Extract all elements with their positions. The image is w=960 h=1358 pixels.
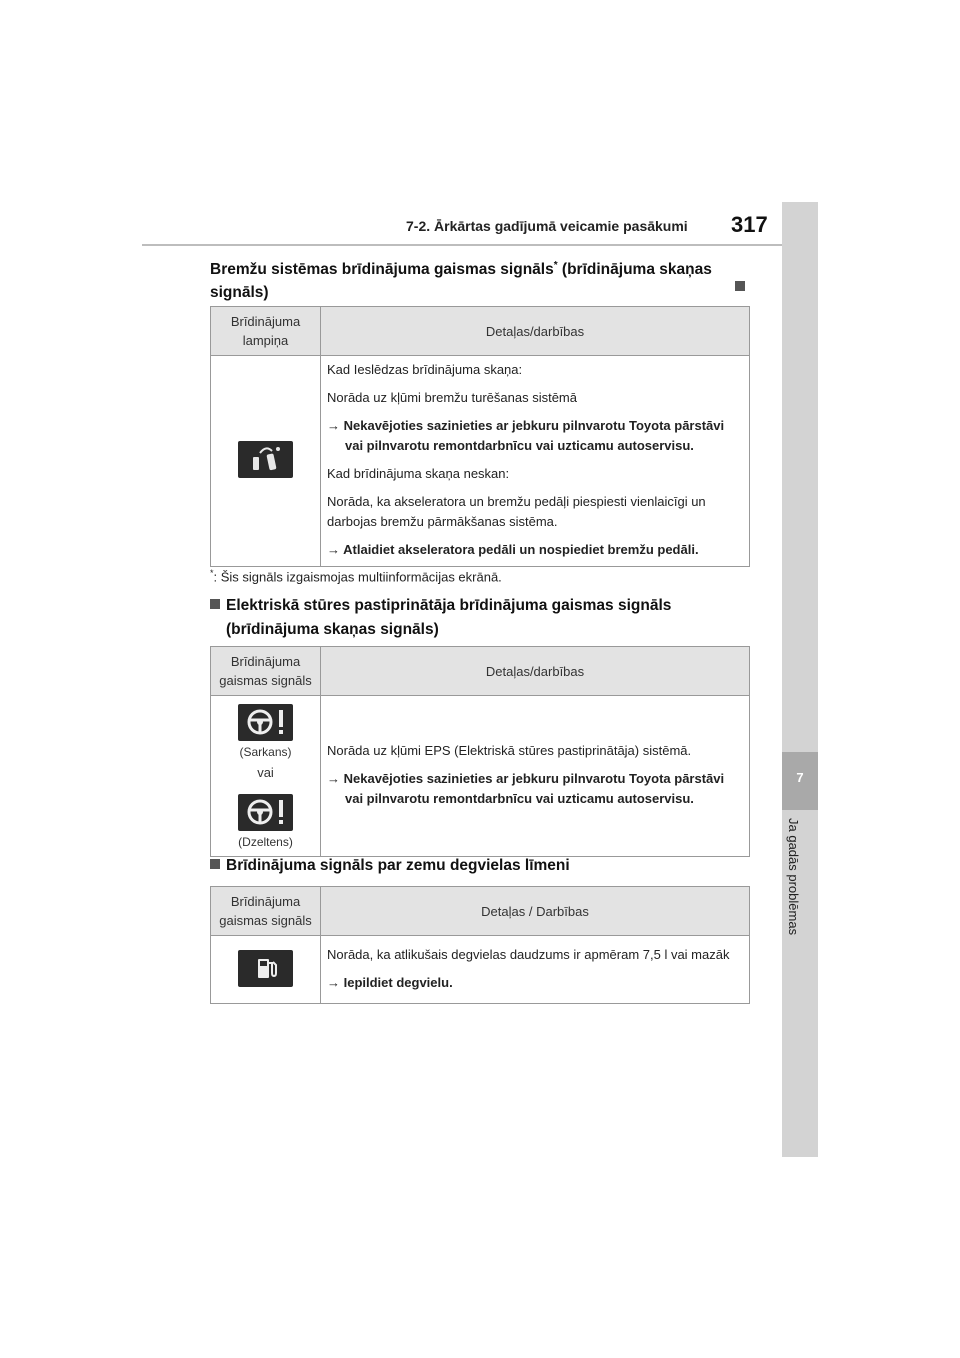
side-tab — [782, 202, 818, 1157]
table3-details — [321, 936, 750, 1004]
side-tab-label: Ja gadās problēmas — [786, 818, 801, 936]
table1-header-lamp: Brīdinājuma lampiņa — [211, 307, 321, 356]
action-line: → Atlaidiet akseleratora pedāli un nospiediet bremžu pedāli. — [327, 542, 699, 557]
steering-warning-red-icon — [238, 704, 293, 741]
eps-warning-icon-cell — [211, 696, 321, 857]
page-number: 317 — [731, 212, 768, 237]
action-line: → Iepildiet degvielu. — [327, 974, 453, 990]
table2-header-details: Detaļas/darbības — [321, 647, 750, 696]
brake-override-warning-icon — [238, 441, 293, 478]
table3-header-details: Detaļas / Darbības — [321, 887, 750, 936]
detail-line: Kad brīdinājuma skaņa neskan: — [327, 466, 510, 481]
side-tab-chapter: 7 — [796, 770, 804, 785]
section1-title-pre: Bremžu sistēmas brīdinājuma gaismas signāls — [210, 261, 554, 279]
detail-line: Norāda, ka akseleratora un bremžu pedāļi piespiesti vienlaicīgi un darbojas bremžu pārmākšanas sistēma. — [327, 494, 706, 529]
section1-title-sup: * — [553, 260, 558, 271]
table2-header-lamp: Brīdinājuma gaismas signāls — [211, 647, 321, 696]
footnote-mark: * — [210, 568, 214, 578]
square-bullet-icon — [210, 859, 220, 869]
table1-details — [321, 356, 750, 567]
fuel-warning-table — [210, 886, 750, 1004]
section1-title — [210, 254, 750, 304]
table2-details — [321, 696, 750, 857]
square-bullet-icon — [210, 599, 220, 609]
section2-title-line2: (brīdinājuma skaņas signāls) — [226, 621, 439, 638]
or-label: vai — [257, 765, 274, 780]
square-bullet-icon — [735, 281, 745, 291]
action-line: → Nekavējoties sazinieties ar jebkuru pilnvarotu Toyota pārstāvi vai pilnvarotu remontdarbnīcu vai uzticamu autoservisu. — [327, 418, 725, 453]
yellow-caption: (Dzeltens) — [238, 835, 293, 849]
brake-warning-table — [210, 306, 750, 567]
detail-line: Norāda, ka atlikušais degvielas daudzums ir apmēram 7,5 l vai mazāk — [327, 946, 730, 962]
eps-warning-table — [210, 646, 750, 857]
section3-title-text: Brīdinājuma signāls par zemu degvielas līmeni — [226, 857, 570, 874]
detail-line: Norāda uz kļūmi bremžu turēšanas sistēmā — [327, 390, 577, 405]
section1-title-post: (brīdinājuma skaņas signāls) — [210, 261, 712, 302]
detail-line: Norāda uz kļūmi EPS (Elektriskā stūres pastiprinātāja) sistēmā. — [327, 743, 692, 758]
table1-header-details: Detaļas/darbības — [321, 307, 750, 356]
footnote — [210, 568, 502, 584]
section3-title — [210, 854, 570, 878]
steering-warning-yellow-icon — [238, 794, 293, 831]
section2-title — [210, 594, 671, 642]
footnote-text: : Šis signāls izgaismojas multiinformācijas ekrānā. — [213, 569, 502, 585]
table3-header-lamp: Brīdinājuma gaismas signāls — [211, 887, 321, 936]
fuel-pump-icon — [238, 950, 293, 987]
detail-line: Kad Ieslēdzas brīdinājuma skaņa: — [327, 362, 523, 377]
brake-warning-icon-cell — [211, 356, 321, 567]
red-caption: (Sarkans) — [239, 745, 292, 759]
section2-title-line1: Elektriskā stūres pastiprinātāja brīdinājuma gaismas signāls — [226, 597, 672, 614]
header-divider — [142, 244, 782, 246]
running-header: 7-2. Ārkārtas gadījumā veicamie pasākumi — [406, 218, 688, 234]
action-line: → Nekavējoties sazinieties ar jebkuru pilnvarotu Toyota pārstāvi vai pilnvarotu remontdarbnīcu vai uzticamu autoservisu. — [327, 771, 725, 806]
fuel-warning-icon-cell — [211, 936, 321, 1004]
